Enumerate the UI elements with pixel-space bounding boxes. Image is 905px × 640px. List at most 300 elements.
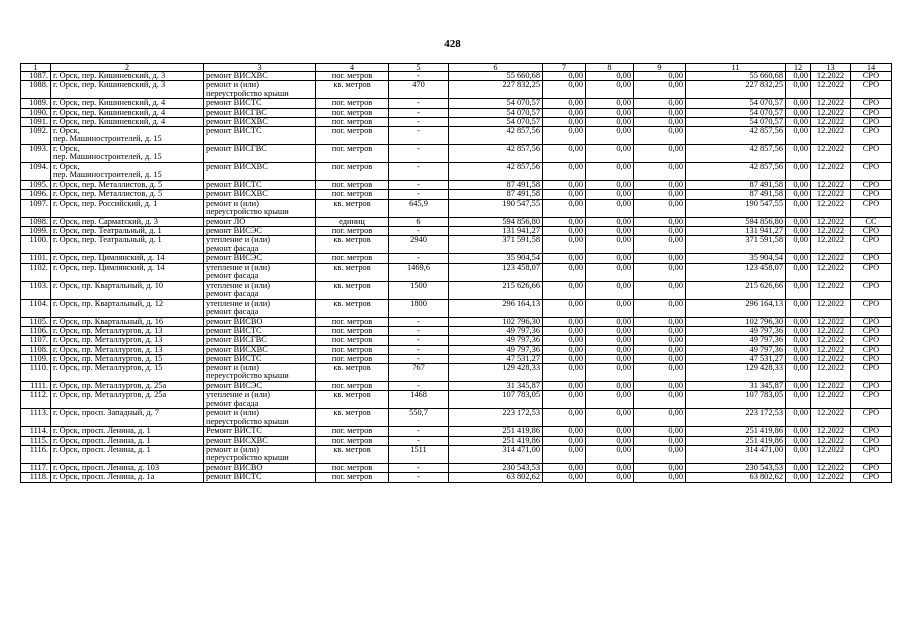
address-cell: г. Орск, просп. Ленина, д. 1 <box>51 436 204 445</box>
value-cell: 0,00 <box>586 446 634 464</box>
unit-cell: пог. метров <box>316 427 389 436</box>
total-cell: 47 531,27 <box>686 354 786 363</box>
cost-cell: 54 070,57 <box>449 117 543 126</box>
value-cell: 0,00 <box>786 127 811 145</box>
value-cell: 0,00 <box>634 181 686 190</box>
row-number: 1115. <box>21 436 51 445</box>
value-cell: 0,00 <box>786 464 811 473</box>
value-cell: 0,00 <box>786 145 811 163</box>
source-cell: СРО <box>851 427 892 436</box>
row-number: 1106. <box>21 326 51 335</box>
row-number: 1087. <box>21 72 51 81</box>
date-cell: 12.2022 <box>811 427 851 436</box>
page-number: 428 <box>444 38 461 50</box>
cost-cell: 87 491,58 <box>449 181 543 190</box>
address-cell: г. Орск, пр. Металлургов, д. 25а <box>51 391 204 409</box>
column-number: 1 <box>21 64 51 72</box>
address-cell: г. Орск, пер. Театральный, д. 1 <box>51 236 204 254</box>
cost-cell: 123 458,07 <box>449 263 543 281</box>
unit-cell: кв. метров <box>316 409 389 427</box>
unit-cell: пог. метров <box>316 336 389 345</box>
date-cell: 12.2022 <box>811 217 851 226</box>
total-cell: 31 345,87 <box>686 382 786 391</box>
unit-cell: пог. метров <box>316 145 389 163</box>
value-cell: 0,00 <box>543 446 586 464</box>
work-type-cell: ремонт ВИСХВС <box>204 163 316 181</box>
work-type-cell: ремонт ВИСХВС <box>204 345 316 354</box>
column-number: 5 <box>389 64 449 72</box>
row-number: 1089. <box>21 99 51 108</box>
unit-cell: пог. метров <box>316 72 389 81</box>
quantity-cell: 767 <box>389 364 449 382</box>
total-cell: 54 070,57 <box>686 108 786 117</box>
cost-cell: 102 796,30 <box>449 317 543 326</box>
source-cell: СРО <box>851 391 892 409</box>
address-cell: г. Орск, пер. Кишиневский, д. 4 <box>51 117 204 126</box>
value-cell: 0,00 <box>543 382 586 391</box>
quantity-cell: 1511 <box>389 446 449 464</box>
cost-cell: 31 345,87 <box>449 382 543 391</box>
value-cell: 0,00 <box>543 391 586 409</box>
value-cell: 0,00 <box>786 436 811 445</box>
address-cell: г. Орск, пер. Кишиневский, д. 3 <box>51 81 204 99</box>
table-row <box>21 427 892 436</box>
unit-cell: пог. метров <box>316 181 389 190</box>
value-cell: 0,00 <box>543 427 586 436</box>
total-cell: 87 491,58 <box>686 190 786 199</box>
date-cell: 12.2022 <box>811 409 851 427</box>
value-cell: 0,00 <box>634 108 686 117</box>
quantity-cell: - <box>389 336 449 345</box>
value-cell: 0,00 <box>786 446 811 464</box>
value-cell: 0,00 <box>543 354 586 363</box>
address-cell: г. Орск, пер. Кишиневский, д. 4 <box>51 108 204 117</box>
value-cell: 0,00 <box>786 99 811 108</box>
work-type-cell: ремонт и (или) переустройство крыши <box>204 446 316 464</box>
address-cell: г. Орск, пр. Квартальный, д. 10 <box>51 281 204 299</box>
total-cell: 296 164,13 <box>686 299 786 317</box>
value-cell: 0,00 <box>634 299 686 317</box>
value-cell: 0,00 <box>634 117 686 126</box>
cost-cell: 49 797,36 <box>449 336 543 345</box>
value-cell: 0,00 <box>543 72 586 81</box>
cost-cell: 55 660,68 <box>449 72 543 81</box>
unit-cell: пог. метров <box>316 163 389 181</box>
source-cell: СРО <box>851 81 892 99</box>
row-number: 1104. <box>21 299 51 317</box>
work-type-cell: ремонт ВИСТС <box>204 181 316 190</box>
source-cell: СРО <box>851 236 892 254</box>
date-cell: 12.2022 <box>811 436 851 445</box>
quantity-cell: - <box>389 427 449 436</box>
source-cell: СРО <box>851 199 892 217</box>
table-row <box>21 81 892 99</box>
value-cell: 0,00 <box>543 409 586 427</box>
value-cell: 0,00 <box>586 427 634 436</box>
date-cell: 12.2022 <box>811 299 851 317</box>
unit-cell: пог. метров <box>316 227 389 236</box>
value-cell: 0,00 <box>634 354 686 363</box>
quantity-cell: - <box>389 72 449 81</box>
quantity-cell: - <box>389 354 449 363</box>
value-cell: 0,00 <box>786 254 811 263</box>
address-cell: г. Орск, пр. Металлургов, д. 13 <box>51 336 204 345</box>
date-cell: 12.2022 <box>811 391 851 409</box>
unit-cell: пог. метров <box>316 473 389 482</box>
value-cell: 0,00 <box>634 336 686 345</box>
cost-cell: 215 626,66 <box>449 281 543 299</box>
value-cell: 0,00 <box>634 199 686 217</box>
cost-cell: 35 904,54 <box>449 254 543 263</box>
row-number: 1118. <box>21 473 51 482</box>
work-type-cell: утепление и (или) ремонт фасада <box>204 299 316 317</box>
value-cell: 0,00 <box>586 326 634 335</box>
value-cell: 0,00 <box>586 409 634 427</box>
quantity-cell: - <box>389 163 449 181</box>
date-cell: 12.2022 <box>811 254 851 263</box>
unit-cell: пог. метров <box>316 117 389 126</box>
value-cell: 0,00 <box>586 181 634 190</box>
total-cell: 49 797,36 <box>686 345 786 354</box>
value-cell: 0,00 <box>586 263 634 281</box>
cost-cell: 49 797,36 <box>449 345 543 354</box>
value-cell: 0,00 <box>586 345 634 354</box>
unit-cell: кв. метров <box>316 364 389 382</box>
date-cell: 12.2022 <box>811 227 851 236</box>
address-cell: г. Орск, просп. Ленина, д. 1а <box>51 473 204 482</box>
quantity-cell: - <box>389 127 449 145</box>
row-number: 1101. <box>21 254 51 263</box>
table-row <box>21 364 892 382</box>
work-type-cell: ремонт ВИСТС <box>204 354 316 363</box>
row-number: 1090. <box>21 108 51 117</box>
column-number: 6 <box>449 64 543 72</box>
work-type-cell: ремонт ВИСХВС <box>204 190 316 199</box>
value-cell: 0,00 <box>543 336 586 345</box>
address-cell: г. Орск, пр. Металлургов, д. 15 <box>51 364 204 382</box>
unit-cell: пог. метров <box>316 326 389 335</box>
quantity-cell: - <box>389 181 449 190</box>
date-cell: 12.2022 <box>811 263 851 281</box>
value-cell: 0,00 <box>634 446 686 464</box>
row-number: 1093. <box>21 145 51 163</box>
date-cell: 12.2022 <box>811 317 851 326</box>
value-cell: 0,00 <box>786 345 811 354</box>
unit-cell: единиц <box>316 217 389 226</box>
value-cell: 0,00 <box>586 217 634 226</box>
unit-cell: пог. метров <box>316 354 389 363</box>
work-type-cell: ремонт ВИСВО <box>204 317 316 326</box>
value-cell: 0,00 <box>586 281 634 299</box>
date-cell: 12.2022 <box>811 464 851 473</box>
value-cell: 0,00 <box>543 254 586 263</box>
column-number: 14 <box>851 64 892 72</box>
value-cell: 0,00 <box>634 464 686 473</box>
date-cell: 12.2022 <box>811 281 851 299</box>
unit-cell: пог. метров <box>316 436 389 445</box>
row-number: 1110. <box>21 364 51 382</box>
table-row <box>21 108 892 117</box>
value-cell: 0,00 <box>786 336 811 345</box>
date-cell: 12.2022 <box>811 117 851 126</box>
quantity-cell: - <box>389 473 449 482</box>
total-cell: 54 070,57 <box>686 117 786 126</box>
quantity-cell: 6 <box>389 217 449 226</box>
source-cell: СРО <box>851 181 892 190</box>
unit-cell: пог. метров <box>316 254 389 263</box>
row-number: 1114. <box>21 427 51 436</box>
unit-cell: кв. метров <box>316 199 389 217</box>
total-cell: 251 419,86 <box>686 427 786 436</box>
row-number: 1092. <box>21 127 51 145</box>
unit-cell: пог. метров <box>316 127 389 145</box>
value-cell: 0,00 <box>786 217 811 226</box>
work-type-cell: ремонт и (или) переустройство крыши <box>204 364 316 382</box>
total-cell: 107 783,05 <box>686 391 786 409</box>
cost-cell: 49 797,36 <box>449 326 543 335</box>
quantity-cell: 550,7 <box>389 409 449 427</box>
source-cell: СРО <box>851 326 892 335</box>
source-cell: СРО <box>851 163 892 181</box>
quantity-cell: - <box>389 436 449 445</box>
quantity-cell: - <box>389 108 449 117</box>
value-cell: 0,00 <box>634 99 686 108</box>
row-number: 1097. <box>21 199 51 217</box>
value-cell: 0,00 <box>634 427 686 436</box>
column-number: 7 <box>543 64 586 72</box>
row-number: 1103. <box>21 281 51 299</box>
row-number: 1107. <box>21 336 51 345</box>
value-cell: 0,00 <box>543 190 586 199</box>
table-row <box>21 263 892 281</box>
row-number: 1100. <box>21 236 51 254</box>
row-number: 1112. <box>21 391 51 409</box>
address-cell: г. Орск, пр. Квартальный, д. 16 <box>51 317 204 326</box>
source-cell: СРО <box>851 108 892 117</box>
date-cell: 12.2022 <box>811 181 851 190</box>
cost-cell: 54 070,57 <box>449 99 543 108</box>
source-cell: СРО <box>851 254 892 263</box>
row-number: 1091. <box>21 117 51 126</box>
table-row <box>21 382 892 391</box>
address-cell: г. Орск, пер. Металлистов, д. 5 <box>51 190 204 199</box>
source-cell: СРО <box>851 117 892 126</box>
row-number: 1113. <box>21 409 51 427</box>
total-cell: 55 660,68 <box>686 72 786 81</box>
value-cell: 0,00 <box>543 99 586 108</box>
address-cell: г. Орск, просп. Ленина, д. 1 <box>51 427 204 436</box>
work-type-cell: ремонт ВИСТС <box>204 127 316 145</box>
source-cell: СРО <box>851 354 892 363</box>
value-cell: 0,00 <box>786 199 811 217</box>
work-type-cell: ремонт ВИСТС <box>204 326 316 335</box>
work-type-cell: ремонт ВИСГВС <box>204 336 316 345</box>
source-cell: СРО <box>851 446 892 464</box>
address-cell: г. Орск, пр. Металлургов, д. 15 <box>51 354 204 363</box>
total-cell: 129 428,33 <box>686 364 786 382</box>
unit-cell: кв. метров <box>316 391 389 409</box>
table-row <box>21 199 892 217</box>
table-row <box>21 446 892 464</box>
row-number: 1117. <box>21 464 51 473</box>
value-cell: 0,00 <box>634 227 686 236</box>
table-row <box>21 217 892 226</box>
table-row <box>21 281 892 299</box>
row-number: 1088. <box>21 81 51 99</box>
value-cell: 0,00 <box>634 145 686 163</box>
address-cell: г. Орск, пр. Металлургов, д. 13 <box>51 326 204 335</box>
value-cell: 0,00 <box>543 473 586 482</box>
value-cell: 0,00 <box>634 81 686 99</box>
quantity-cell: - <box>389 317 449 326</box>
date-cell: 12.2022 <box>811 163 851 181</box>
total-cell: 35 904,54 <box>686 254 786 263</box>
table-row <box>21 236 892 254</box>
cost-cell: 230 543,53 <box>449 464 543 473</box>
quantity-cell: - <box>389 99 449 108</box>
value-cell: 0,00 <box>786 326 811 335</box>
value-cell: 0,00 <box>543 326 586 335</box>
row-number: 1096. <box>21 190 51 199</box>
quantity-cell: - <box>389 117 449 126</box>
value-cell: 0,00 <box>586 127 634 145</box>
value-cell: 0,00 <box>786 354 811 363</box>
value-cell: 0,00 <box>543 127 586 145</box>
table-row <box>21 326 892 335</box>
quantity-cell: - <box>389 227 449 236</box>
unit-cell: кв. метров <box>316 446 389 464</box>
work-type-cell: ремонт ВИСВО <box>204 464 316 473</box>
work-type-cell: ремонт и (или) переустройство крыши <box>204 199 316 217</box>
value-cell: 0,00 <box>543 345 586 354</box>
address-cell: г. Орск, просп. Западный, д. 7 <box>51 409 204 427</box>
cost-cell: 251 419,86 <box>449 436 543 445</box>
source-cell: СРО <box>851 336 892 345</box>
cost-cell: 314 471,00 <box>449 446 543 464</box>
column-number: 11 <box>686 64 786 72</box>
value-cell: 0,00 <box>786 72 811 81</box>
value-cell: 0,00 <box>634 263 686 281</box>
column-number: 13 <box>811 64 851 72</box>
cost-cell: 131 941,27 <box>449 227 543 236</box>
value-cell: 0,00 <box>786 108 811 117</box>
source-cell: СРО <box>851 436 892 445</box>
unit-cell: пог. метров <box>316 108 389 117</box>
total-cell: 42 857,56 <box>686 145 786 163</box>
column-number: 9 <box>634 64 686 72</box>
cost-cell: 42 857,56 <box>449 127 543 145</box>
value-cell: 0,00 <box>634 127 686 145</box>
value-cell: 0,00 <box>586 436 634 445</box>
value-cell: 0,00 <box>786 81 811 99</box>
cost-cell: 251 419,86 <box>449 427 543 436</box>
total-cell: 123 458,07 <box>686 263 786 281</box>
quantity-cell: - <box>389 190 449 199</box>
table-row <box>21 99 892 108</box>
total-cell: 87 491,58 <box>686 181 786 190</box>
address-cell: г. Орск, пер. Российский, д. 1 <box>51 199 204 217</box>
cost-cell: 227 832,25 <box>449 81 543 99</box>
table-row <box>21 473 892 482</box>
unit-cell: кв. метров <box>316 281 389 299</box>
date-cell: 12.2022 <box>811 364 851 382</box>
value-cell: 0,00 <box>634 391 686 409</box>
value-cell: 0,00 <box>634 317 686 326</box>
register-rows <box>21 72 892 483</box>
work-type-cell: ремонт ВИСЭС <box>204 382 316 391</box>
address-cell: г. Орск, пр. Металлургов, д. 25а <box>51 382 204 391</box>
address-cell: г. Орск, пр. Металлургов, д. 13 <box>51 345 204 354</box>
source-cell: СРО <box>851 317 892 326</box>
total-cell: 215 626,66 <box>686 281 786 299</box>
address-cell: г. Орск, пр. Квартальный, д. 12 <box>51 299 204 317</box>
address-cell: г. Орск, пер. Цимлянский, д. 14 <box>51 254 204 263</box>
quantity-cell: 1800 <box>389 299 449 317</box>
value-cell: 0,00 <box>786 317 811 326</box>
cost-cell: 107 783,05 <box>449 391 543 409</box>
value-cell: 0,00 <box>586 336 634 345</box>
address-cell: г. Орск, пер. Кишиневский, д. 3 <box>51 72 204 81</box>
value-cell: 0,00 <box>634 190 686 199</box>
address-cell: г. Орск, пер. Машиностроителей, д. 15 <box>51 127 204 145</box>
value-cell: 0,00 <box>634 382 686 391</box>
unit-cell: пог. метров <box>316 190 389 199</box>
source-cell: СРО <box>851 227 892 236</box>
date-cell: 12.2022 <box>811 99 851 108</box>
address-cell: г. Орск, пер. Цимлянский, д. 14 <box>51 263 204 281</box>
value-cell: 0,00 <box>786 236 811 254</box>
date-cell: 12.2022 <box>811 336 851 345</box>
work-type-cell: ремонт ВИСХВС <box>204 117 316 126</box>
total-cell: 42 857,56 <box>686 163 786 181</box>
table-row <box>21 336 892 345</box>
source-cell: СРО <box>851 99 892 108</box>
work-type-cell: ремонт и (или) переустройство крыши <box>204 409 316 427</box>
work-type-cell: ремонт ВИСГВС <box>204 145 316 163</box>
work-type-cell: ремонт ВИСТС <box>204 473 316 482</box>
total-cell: 190 547,55 <box>686 199 786 217</box>
table-row <box>21 254 892 263</box>
value-cell: 0,00 <box>586 163 634 181</box>
value-cell: 0,00 <box>786 181 811 190</box>
value-cell: 0,00 <box>543 117 586 126</box>
value-cell: 0,00 <box>586 81 634 99</box>
work-type-cell: утепление и (или) ремонт фасада <box>204 236 316 254</box>
quantity-cell: 1469,6 <box>389 263 449 281</box>
value-cell: 0,00 <box>586 382 634 391</box>
quantity-cell: - <box>389 145 449 163</box>
address-cell: г. Орск, просп. Ленина, д. 1 <box>51 446 204 464</box>
value-cell: 0,00 <box>543 317 586 326</box>
column-number: 12 <box>786 64 811 72</box>
value-cell: 0,00 <box>543 464 586 473</box>
value-cell: 0,00 <box>634 236 686 254</box>
unit-cell: пог. метров <box>316 464 389 473</box>
table-row <box>21 391 892 409</box>
value-cell: 0,00 <box>634 72 686 81</box>
column-number: 2 <box>51 64 204 72</box>
value-cell: 0,00 <box>634 217 686 226</box>
source-cell: СРО <box>851 263 892 281</box>
value-cell: 0,00 <box>786 190 811 199</box>
value-cell: 0,00 <box>586 317 634 326</box>
total-cell: 223 172,53 <box>686 409 786 427</box>
table-row <box>21 354 892 363</box>
value-cell: 0,00 <box>586 190 634 199</box>
cost-cell: 63 802,62 <box>449 473 543 482</box>
cost-cell: 54 070,57 <box>449 108 543 117</box>
source-cell: СРО <box>851 190 892 199</box>
